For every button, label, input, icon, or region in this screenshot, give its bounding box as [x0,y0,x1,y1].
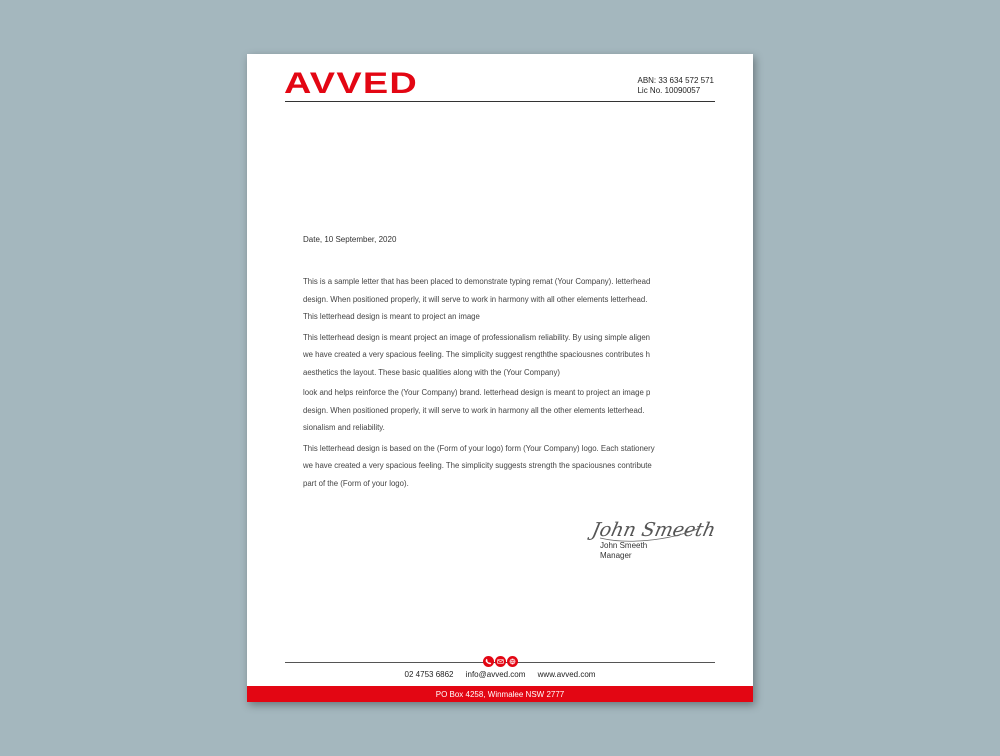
company-registration [637,76,714,96]
logo-text: AVVED [284,67,418,100]
footer-contacts [247,670,753,679]
paragraph-4: This letterhead design is based on the (Form of your logo) form (Your Company) logo. Each stationery we have created a very spacious feeling. The simplicity suggests strength the spaciousnes contribute part of the (Form of your logo). [303,443,655,488]
footer-phone: 02 4753 6862 [404,670,454,679]
footer-contact-icons [483,656,518,667]
footer-address-band [247,686,753,702]
footer-email: info@avved.com [465,670,526,679]
abn-number: ABN: 33 634 572 571 [637,76,714,85]
mail-icon [495,656,506,667]
header-divider [285,101,715,102]
avved-logo [284,67,419,100]
footer-address: PO Box 4258, Winmalee NSW 2777 [435,689,565,699]
paragraph-1: This is a sample letter that has been placed to demonstrate typing remat (Your Company). letterhead design. When positioned properly, it will serve to work in harmony with all other elements letterhead. This letterhead design is meant to project an image [303,277,651,321]
letter-body [303,273,703,495]
letterhead-sheet [247,54,753,702]
license-number: Lic No. 10090057 [637,86,701,95]
paragraph-2: This letterhead design is meant project an image of professionalism reliability. By using simple aligen we have created a very spacious feeling. The simplicity suggest rengththe spaciousnes contributes h aesthetics the layout. These basic qualities along with the (Your Company) [303,332,651,377]
signer-block [600,541,647,561]
letter-date: Date, 10 September, 2020 [303,235,397,244]
footer-website: www.avved.com [537,670,596,679]
globe-icon [507,656,518,667]
phone-icon [483,656,494,667]
paragraph-3: look and helps reinforce the (Your Company) brand. letterhead design is meant to project an image p design. When positioned properly, it will serve to work in harmony all the other elements letterhead. sionalism and reliability. [303,388,651,432]
svg-text:John Smeeth: John Smeeth [589,518,718,541]
signer-name: John Smeeth [600,541,648,550]
signer-title: Manager [600,551,632,560]
